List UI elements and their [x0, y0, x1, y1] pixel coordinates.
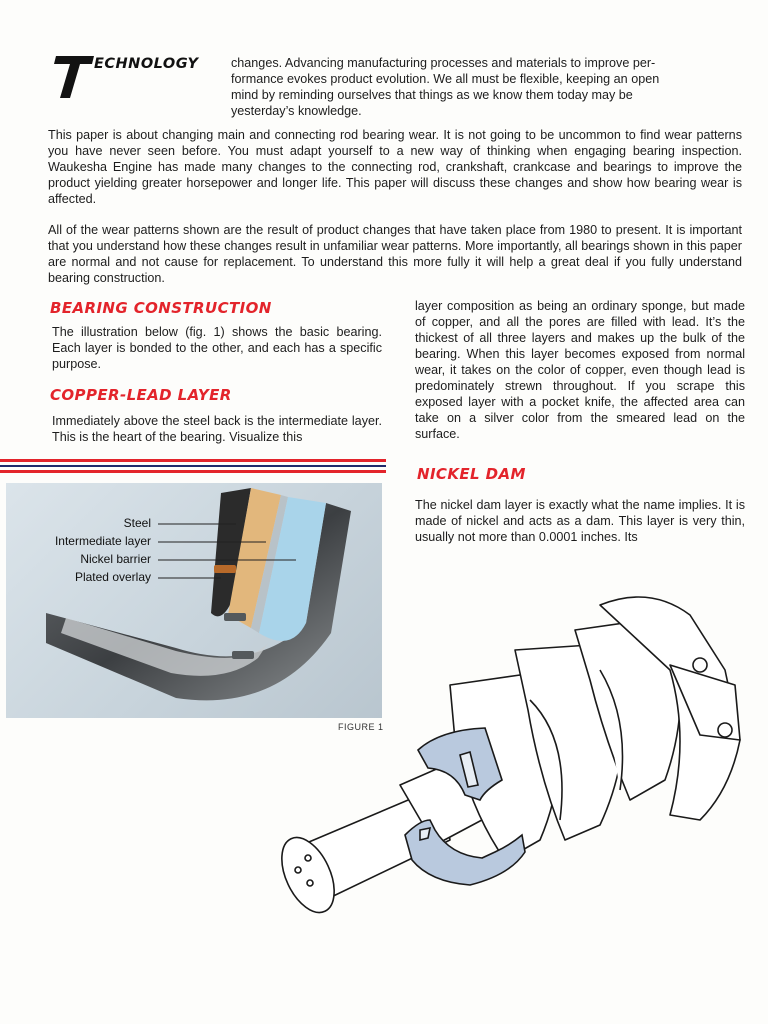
intro-line-1: changes. Advancing manufacturing processes and materials to improve per-: [231, 56, 656, 70]
paragraph-2: All of the wear patterns shown are the result of product changes that have taken place from 1980 to present. It is important that you understand how these changes result in unfamiliar wear patterns. More importantly, all bearings shown in this paper are normal and not cause for replacement. To understand this more fully it will help a great deal if you fully understand bearing construction.: [48, 223, 742, 285]
figure-caption: FIGURE 1: [338, 722, 384, 732]
intro-line-4: yesterday’s knowledge.: [231, 104, 362, 118]
dropcap-t-logo: [50, 52, 94, 98]
paragraph-1: This paper is about changing main and connecting rod bearing wear. It is not going to be uncommon to find wear patterns you have never seen before. You must adapt yourself to a new way of thinking when engaging bearing inspection. Waukesha Engine has made many changes to the connecting rod, crankshaft, crankcase and bearings to improve the product yielding greater horsepower and longer life. This paper will discuss these changes and show how bearing wear is affected.: [48, 128, 742, 206]
heading-bearing-construction: BEARING CONSTRUCTION: [50, 299, 272, 317]
heading-nickel-dam: NICKEL DAM: [417, 465, 526, 483]
label-nickel-barrier: Nickel barrier: [80, 552, 151, 566]
copper-lead-text-right: layer composition as being an ordinary sponge, but made of copper, and all the pores are filled with lead. It’s the thickest of all three layers and makes up the bulk of the bearing. When this layer becomes exposed from normal wear, it takes on the color of copper, even though lead is predominately strewn throughout. If you scrape this exposed layer with a pocket knife, the affected area can take on a silver color from the smeared lead on the surface.: [415, 299, 745, 441]
intro-line-2: formance evokes product evolution. We all must be flexible, keeping an open: [231, 72, 660, 86]
label-steel: Steel: [123, 516, 151, 530]
label-intermediate-layer: Intermediate layer: [54, 534, 151, 548]
heading-copper-lead: COPPER-LEAD LAYER: [50, 386, 232, 404]
label-plated-overlay: Plated overlay: [74, 570, 151, 584]
bearing-construction-text: The illustration below (fig. 1) shows the basic bearing. Each layer is bonded to the other, and each has a specific purpose.: [52, 325, 382, 371]
rule-red-2: [0, 470, 386, 473]
crankshaft-illustration: [270, 590, 760, 930]
intro-line-3: mind by reminding ourselves that things as we know them today may be: [231, 88, 633, 102]
nickel-dam-text: The nickel dam layer is exactly what the name implies. It is made of nickel and acts as a dam. This layer is very thin, usually not more than 0.0001 inches. Its: [415, 498, 745, 544]
lead-word: ECHNOLOGY: [94, 56, 199, 72]
copper-lead-text-left: Immediately above the steel back is the intermediate layer. This is the heart of the bearing. Visualize this: [52, 414, 382, 444]
rule-navy: [0, 465, 386, 467]
rule-red: [0, 459, 386, 462]
